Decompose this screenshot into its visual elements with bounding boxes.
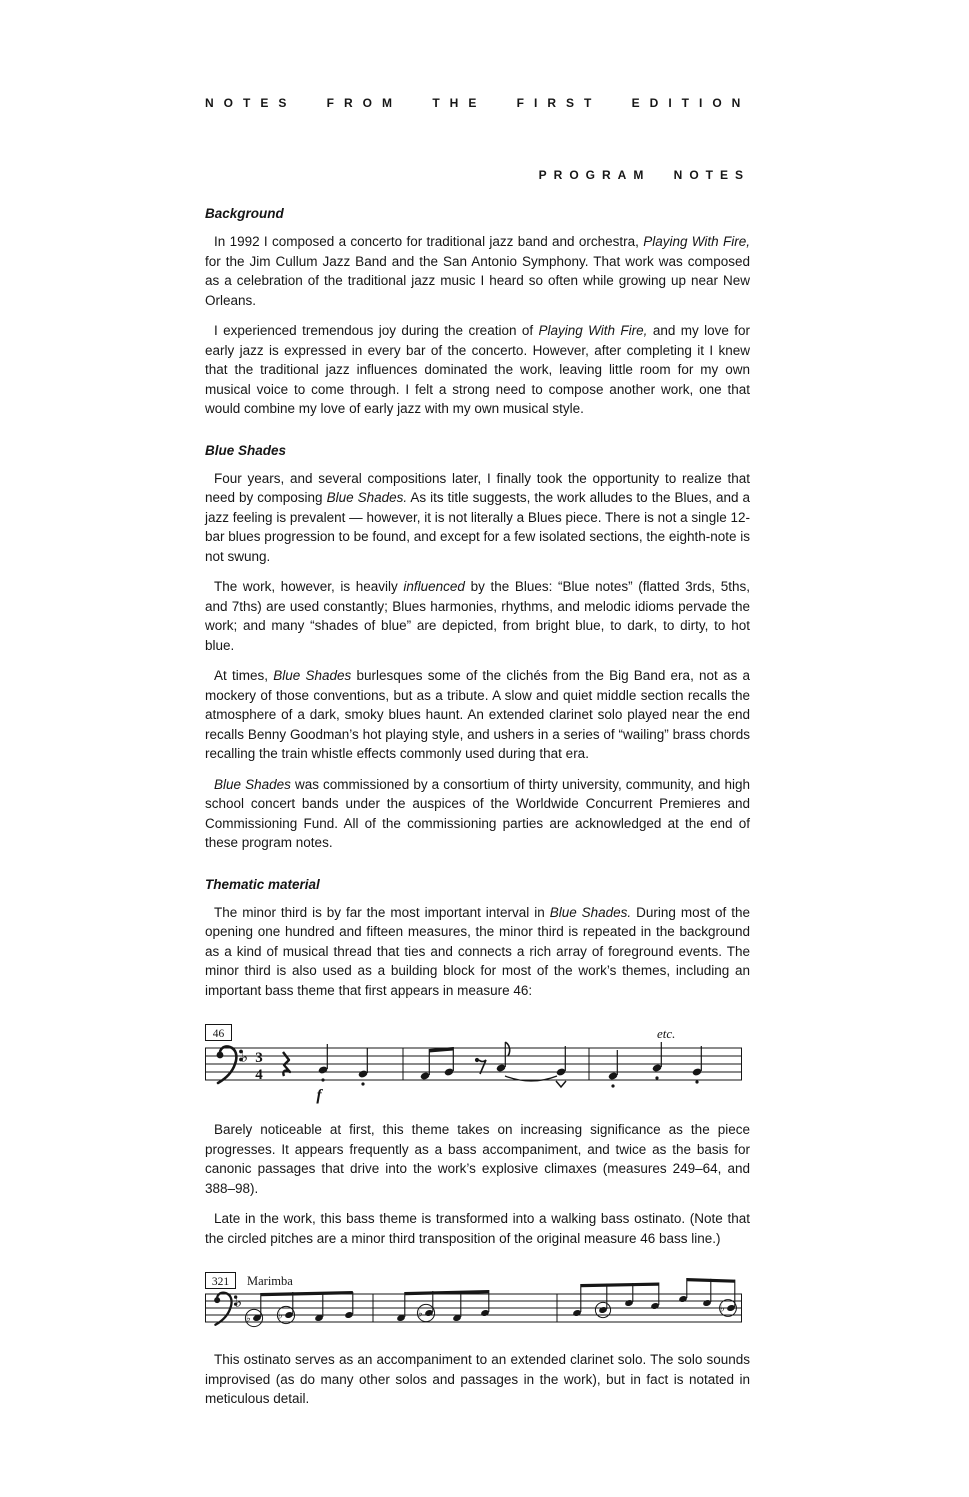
program-notes-title: PROGRAM NOTES xyxy=(538,168,750,182)
key-signature-flat: ♭ xyxy=(241,1050,249,1066)
flat-in-circle: ♭ xyxy=(720,1303,725,1315)
accent-mark xyxy=(556,1081,566,1087)
background-paragraph-1: In 1992 I composed a concerto for traditional jazz band and orchestra, Playing With Fire, for the Jim Cullum Jazz Band and the San Antonio Symphony. That work was composed as a celebration of the traditional jazz music I heard so often while growing up near New Orleans. xyxy=(205,234,750,308)
music-example-measure-321 xyxy=(205,1272,750,1336)
bass-clef-icon xyxy=(214,1293,237,1325)
measure-number: 321 xyxy=(211,1276,230,1288)
blue-shades-paragraph-3: At times, Blue Shades burlesques some of the clichés from the Big Band era, not as a mockery of those conventions, but as a tribute. A slow and quiet middle section recalls the atmosphere of a dark, smoky blues haunt. An extended clarinet solo played near the end recalls Benny Goodman’s hot playing style, and ushers in a series of “wailing” brass chords recalling the train whistle effects commonly used during that era. xyxy=(205,668,750,761)
svg-text:3: 3 xyxy=(255,1050,263,1066)
measure-number: 46 xyxy=(212,1028,225,1040)
measure-number-box xyxy=(206,1025,232,1041)
text-column xyxy=(205,0,750,1409)
section-heading-blue-shades: Blue Shades xyxy=(205,442,287,458)
background-paragraph-2: I experienced tremendous joy during the creation of Playing With Fire, and my love for early jazz is expressed in every bar of the concerto. However, after completing it I knew that the traditional jazz influences dominated the work, leaving little room for my own musical voice to come through. I felt a strong need to compose another work, one that would combine my love of early jazz with my own musical style. xyxy=(205,323,751,416)
thematic-paragraph-4: This ostinato serves as an accompaniment to an extended clarinet solo. The solo sounds improvised (as do many other solos and passages in the work), but in fact is notated in meticulous detail. xyxy=(205,1352,750,1406)
thematic-paragraph-2: Barely noticeable at first, this theme takes on increasing significance as the piece progresses. It appears frequently as a bass accompaniment, and twice as the basis for canonic passages that drive into the work’s explosive climaxes (measures 249–64, and 388–98). xyxy=(205,1122,750,1196)
blue-shades-paragraph-1: Four years, and several compositions later, I finally took the opportunity to realize that need by composing Blue Shades. As its title suggests, the work alludes to the Blues, and a jazz feeling is prevalent — however, it is not literally a Blues piece. There is not a single 12-bar blues progression to be found, and except for a few isolated sections, the eighth-note is not swung. xyxy=(205,470,750,564)
etc-label: etc. xyxy=(657,1026,676,1041)
blue-shades-paragraph-2: The work, however, is heavily influenced by the Blues: “Blue notes” (flatted 3rds, 5ths, and 7ths) are used constantly; Blues harmonies, rhythms, and melodic idioms pervade the work; and many “shades of blue” are depicted, from bright blue, to dark, to dirty, to hot blue. xyxy=(205,579,750,653)
edition-title: NOTES FROM THE FIRST EDITION xyxy=(205,96,751,110)
notes-group xyxy=(245,1278,736,1327)
measure-number-box xyxy=(206,1273,236,1289)
flat-in-circle: ♭ xyxy=(246,1313,251,1325)
flat-in-circle: ♭ xyxy=(418,1308,423,1320)
blue-shades-paragraph-4: Blue Shades was commissioned by a consortium of thirty university, community, and high school concert bands under the auspices of the Worldwide Concurrent Premieres and Commissioning Fund. All of the commissioning parties are acknowledged at the end of these program notes. xyxy=(205,776,750,850)
music-example-measure-46 xyxy=(205,1024,750,1106)
thematic-paragraph-3: Late in the work, this bass theme is transformed into a walking bass ostinato. (Note that the circled pitches are a minor third transposition of the original measure 46 bass line.) xyxy=(205,1211,750,1246)
time-signature xyxy=(255,1050,263,1083)
notes-group xyxy=(283,1042,702,1088)
svg-text:4: 4 xyxy=(255,1067,263,1083)
dynamic-marking: f xyxy=(316,1087,322,1104)
staff xyxy=(205,1294,742,1322)
thematic-paragraph-1: The minor third is by far the most important interval in Blue Shades. During most of the opening one hundred and fifteen measures, the minor third is repeated in the background as a kind of musical thread that ties and connects a rich array of foreground events. The minor third is also used as a building block for most of the work’s themes, including an important bass theme that first appears in measure 46: xyxy=(205,904,750,998)
key-signature-flat: ♭ xyxy=(235,1295,243,1311)
instrument-label: Marimba xyxy=(247,1274,293,1288)
flat-in-circle: ♭ xyxy=(278,1310,283,1322)
bass-clef-icon xyxy=(217,1046,243,1083)
section-heading-thematic-material: Thematic material xyxy=(205,876,320,892)
section-heading-background: Background xyxy=(205,206,284,221)
